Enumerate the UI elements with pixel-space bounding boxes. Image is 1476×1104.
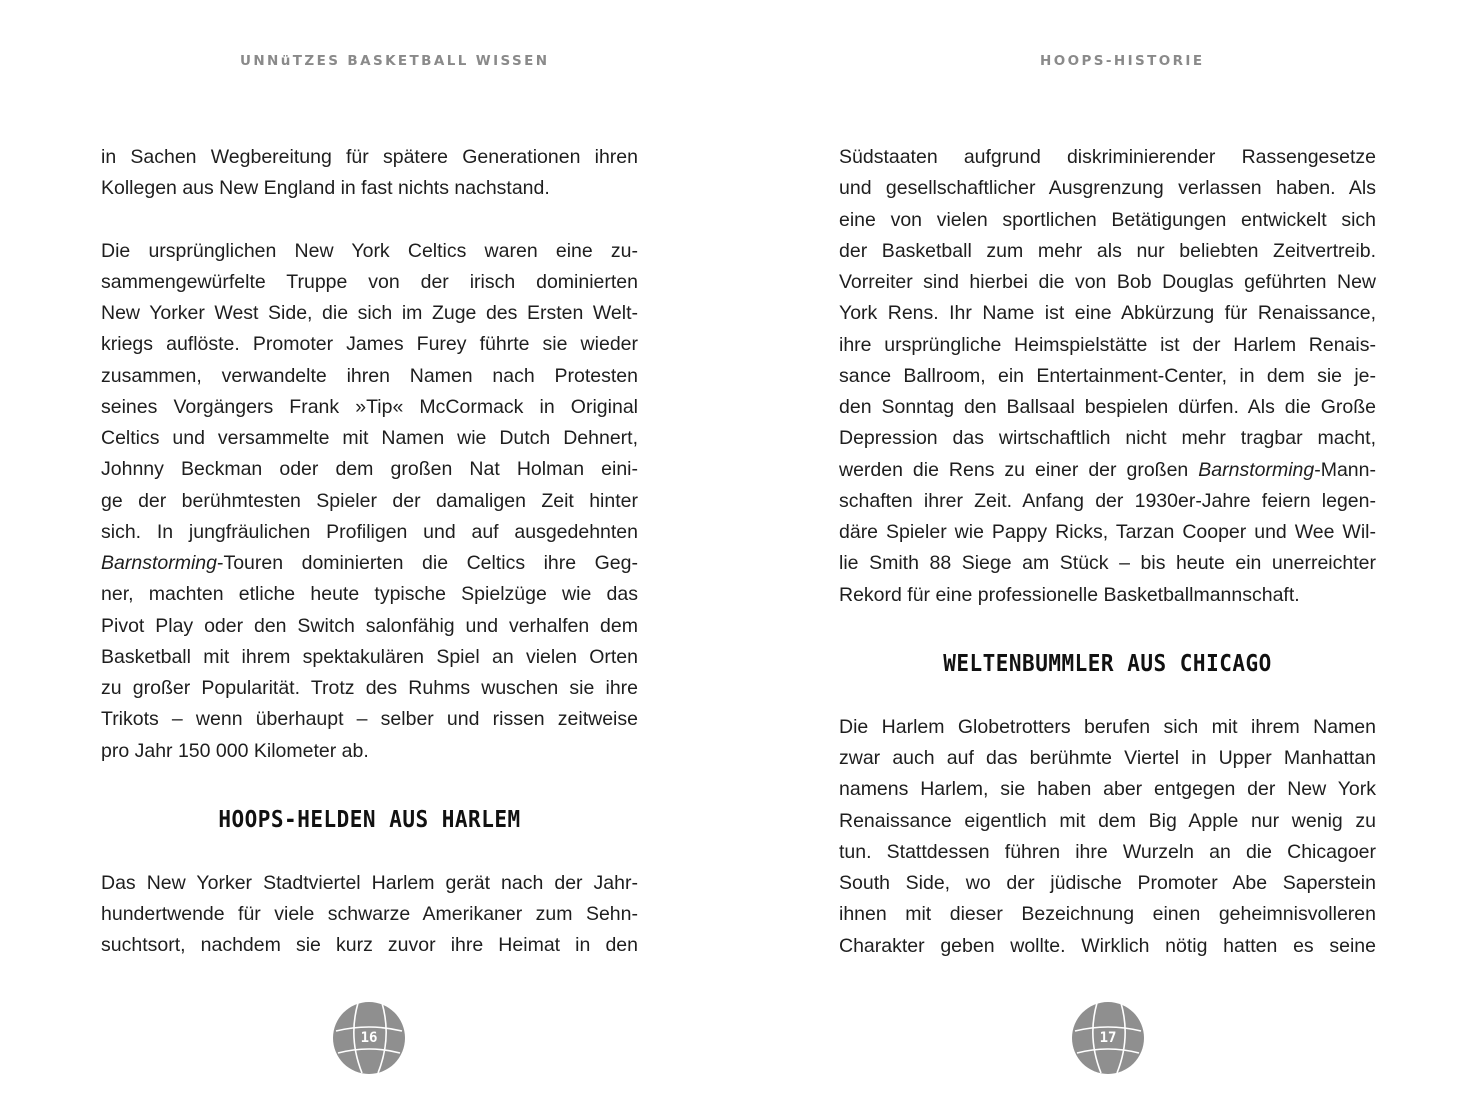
text-line: Trikots – wenn überhaupt – selber und rissen zeitweise	[101, 708, 638, 731]
text-line: und gesellschaftlicher Ausgrenzung verlassen haben. Als	[839, 177, 1376, 200]
paragraph	[839, 712, 1376, 962]
text-line: Johnny Beckman oder dem großen Nat Holman eini-	[101, 458, 638, 481]
text-line: zwar auch auf das berühmte Viertel in Upper Manhattan	[839, 747, 1376, 769]
text-line: Die ursprünglichen New York Celtics waren eine zu-	[101, 239, 638, 262]
text-line: lie Smith 88 Siege am Stück – bis heute ein unerreichter	[839, 552, 1376, 575]
right-body-text	[839, 142, 1376, 962]
page-number-badge	[1071, 1001, 1145, 1075]
text-line: South Side, wo der jüdische Promoter Abe Saperstein	[839, 872, 1376, 894]
text-line: däre Spieler wie Pappy Ricks, Tarzan Cooper und Wee Wil-	[839, 521, 1376, 543]
paragraph	[839, 142, 1376, 611]
text-line: York Rens. Ihr Name ist eine Abkürzung für Renaissance,	[839, 302, 1376, 325]
text-line: New Yorker West Side, die sich im Zuge des Ersten Welt-	[101, 302, 638, 324]
text-line: den Sonntag den Ballsaal bespielen dürfen. Als die Große	[839, 396, 1376, 418]
text-line: sammengewürfelte Truppe von der irisch dominierten	[101, 270, 638, 293]
paragraph	[101, 868, 638, 962]
text-line: seines Vorgängers Frank »Tip« McCormack in Original	[101, 395, 638, 418]
text-line: ge der berühmtesten Spieler der damaligen Zeit hinter	[101, 489, 638, 512]
running-head-text: HOOPS-HISTORIE	[1040, 53, 1205, 69]
text-line: schaften ihrer Zeit. Anfang der 1930er-Jahre feiern legen-	[839, 489, 1376, 512]
text-line: sich. In jungfräulichen Profiligen und auf ausgedehnten	[101, 520, 638, 543]
italic-term: Barnstorming	[101, 552, 217, 574]
text-line: sance Ballroom, ein Entertainment-Center, in dem sie je-	[839, 364, 1376, 387]
text-line-pre: werden die Rens zu einer der großen	[839, 458, 1199, 481]
text-line: Das New Yorker Stadtviertel Harlem gerät nach der Jahr-	[101, 871, 638, 894]
text-line: ner, machten etliche heute typische Spielzüge wie das	[101, 583, 638, 606]
text-line	[839, 455, 1376, 486]
text-line: in Sachen Wegbereitung für spätere Generationen ihren	[101, 146, 638, 168]
text-line: hundertwende für viele schwarze Amerikaner zum Sehn-	[101, 903, 638, 925]
section-heading: HOOPS-HELDEN AUS HARLEM	[218, 805, 521, 833]
text-line: suchtsort, nachdem sie kurz zuvor ihre Heimat in den	[101, 934, 638, 957]
text-line: Pivot Play oder den Switch salonfähig und verhalfen dem	[101, 614, 638, 637]
text-line: Südstaaten aufgrund diskriminierender Rassengesetze	[839, 146, 1376, 168]
right-page	[738, 0, 1476, 1104]
text-line: Kollegen aus New England in fast nichts nachstand.	[101, 177, 550, 200]
left-body-text	[101, 142, 638, 962]
page-number-badge	[332, 1001, 406, 1075]
text-line-rest: -Touren dominierten die Celtics ihre Geg-	[216, 552, 638, 574]
page-number: 16	[360, 1030, 378, 1046]
text-line	[101, 548, 638, 579]
text-line: Die Harlem Globetrotters berufen sich mit ihrem Namen	[839, 715, 1376, 738]
text-line: Rekord für eine professionelle Basketballmannschaft.	[839, 583, 1300, 606]
text-line: tun. Stattdessen führen ihre Wurzeln an die Chicagoer	[839, 840, 1376, 863]
text-line: pro Jahr 150 000 Kilometer ab.	[101, 739, 369, 762]
text-line: ihre ursprüngliche Heimspielstätte ist der Harlem Renais-	[839, 333, 1376, 356]
text-line: zusammen, verwandelte ihren Namen nach Protesten	[101, 364, 638, 387]
text-line: namens Harlem, sie haben aber entgegen der New York	[839, 778, 1376, 801]
text-line: Depression das wirtschaftlich nicht mehr tragbar macht,	[839, 427, 1376, 450]
page-number: 17	[1099, 1030, 1117, 1046]
running-head-text: UNNüTZES BASKETBALL WISSEN	[240, 53, 550, 69]
text-line: Charakter geben wollte. Wirklich nötig hatten es seine	[839, 934, 1376, 957]
text-line: Renaissance eigentlich mit dem Big Apple nur wenig zu	[839, 809, 1376, 832]
text-line: Basketball mit ihrem spektakulären Spiel an vielen Orten	[101, 645, 638, 668]
text-line: eine von vielen sportlichen Betätigungen entwickelt sich	[839, 208, 1376, 231]
text-line: Vorreiter sind hierbei die von Bob Douglas geführten New	[839, 271, 1376, 293]
italic-term: Barnstorming	[1198, 458, 1315, 481]
text-line: zu großer Popularität. Trotz des Ruhms wuschen sie ihre	[101, 677, 638, 699]
text-line: der Basketball zum mehr als nur beliebten Zeitvertreib.	[839, 239, 1376, 262]
text-line: Celtics und versammelte mit Namen wie Dutch Dehnert,	[101, 427, 638, 449]
text-line: kriegs auflöste. Promoter James Furey führte sie wieder	[101, 333, 638, 356]
section-heading: WELTENBUMMLER AUS CHICAGO	[943, 649, 1272, 677]
text-line: ihnen mit dieser Bezeichnung einen geheimnisvolleren	[839, 903, 1376, 926]
paragraph	[101, 142, 638, 205]
paragraph	[101, 236, 638, 767]
text-line-post: -Mann-	[1314, 458, 1376, 481]
